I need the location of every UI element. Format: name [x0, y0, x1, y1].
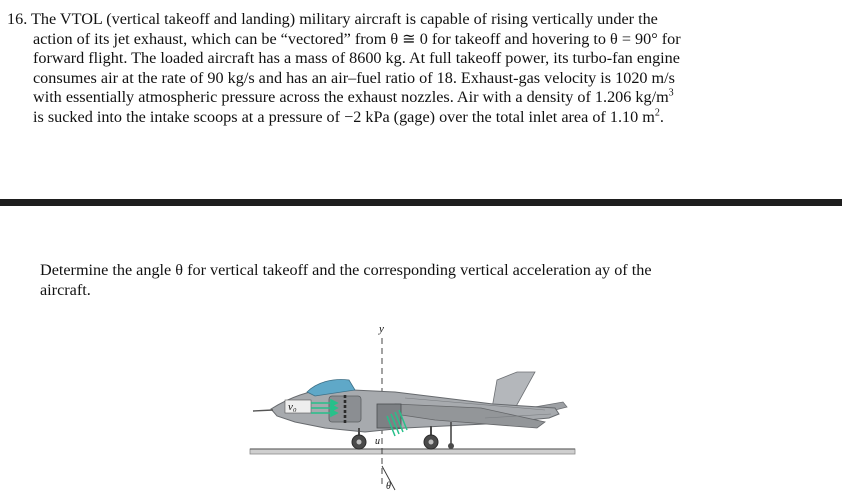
problem-line-5	[7, 88, 777, 108]
problem-statement	[7, 10, 777, 128]
section-divider	[0, 199, 842, 206]
density-exponent: 3	[668, 87, 674, 99]
y-axis-label: y	[379, 323, 384, 335]
problem-line-3: forward flight. The loaded aircraft has a mass of 8600 kg. At full takeoff power, its turbo-fan engine	[33, 49, 680, 68]
nose-probe	[253, 410, 273, 411]
problem-line-1: 16. The VTOL (vertical takeoff and landing) military aircraft is capable of rising vertically under the	[7, 10, 658, 28]
question-line-2: aircraft.	[40, 281, 91, 299]
area-exponent: 2	[654, 107, 660, 119]
u-label: u	[375, 436, 380, 447]
problem-line-2: action of its jet exhaust, which can be “vectored” from θ ≅ 0 for takeoff and hovering to θ = 90° for	[33, 29, 681, 48]
problem-line-4: consumes air at the rate of 90 kg/s and has an air–fuel ratio of 18. Exhaust-gas velocity is 1020 m/s	[33, 68, 675, 87]
problem-line-6	[7, 108, 777, 128]
ground	[250, 449, 575, 454]
intake-arrows	[311, 400, 337, 416]
theta-label: θ	[386, 481, 391, 492]
problem-line-6-text: is sucked into the intake scoops at a pressure of −2 kPa (gage) over the total inlet area of 1.10 m	[33, 107, 655, 126]
v0-label: v₀	[288, 401, 297, 413]
question-text	[40, 260, 780, 300]
rear-landing-gear	[424, 426, 438, 449]
vtol-aircraft-figure	[245, 318, 585, 498]
problem-line-5-text: with essentially atmospheric pressure across the exhaust nozzles. Air with a density of 1.206 kg/m	[33, 88, 669, 107]
problem-end-period: .	[659, 107, 664, 126]
question-line-1: Determine the angle θ for vertical takeoff and the corresponding vertical acceleration ay of the	[40, 261, 652, 279]
